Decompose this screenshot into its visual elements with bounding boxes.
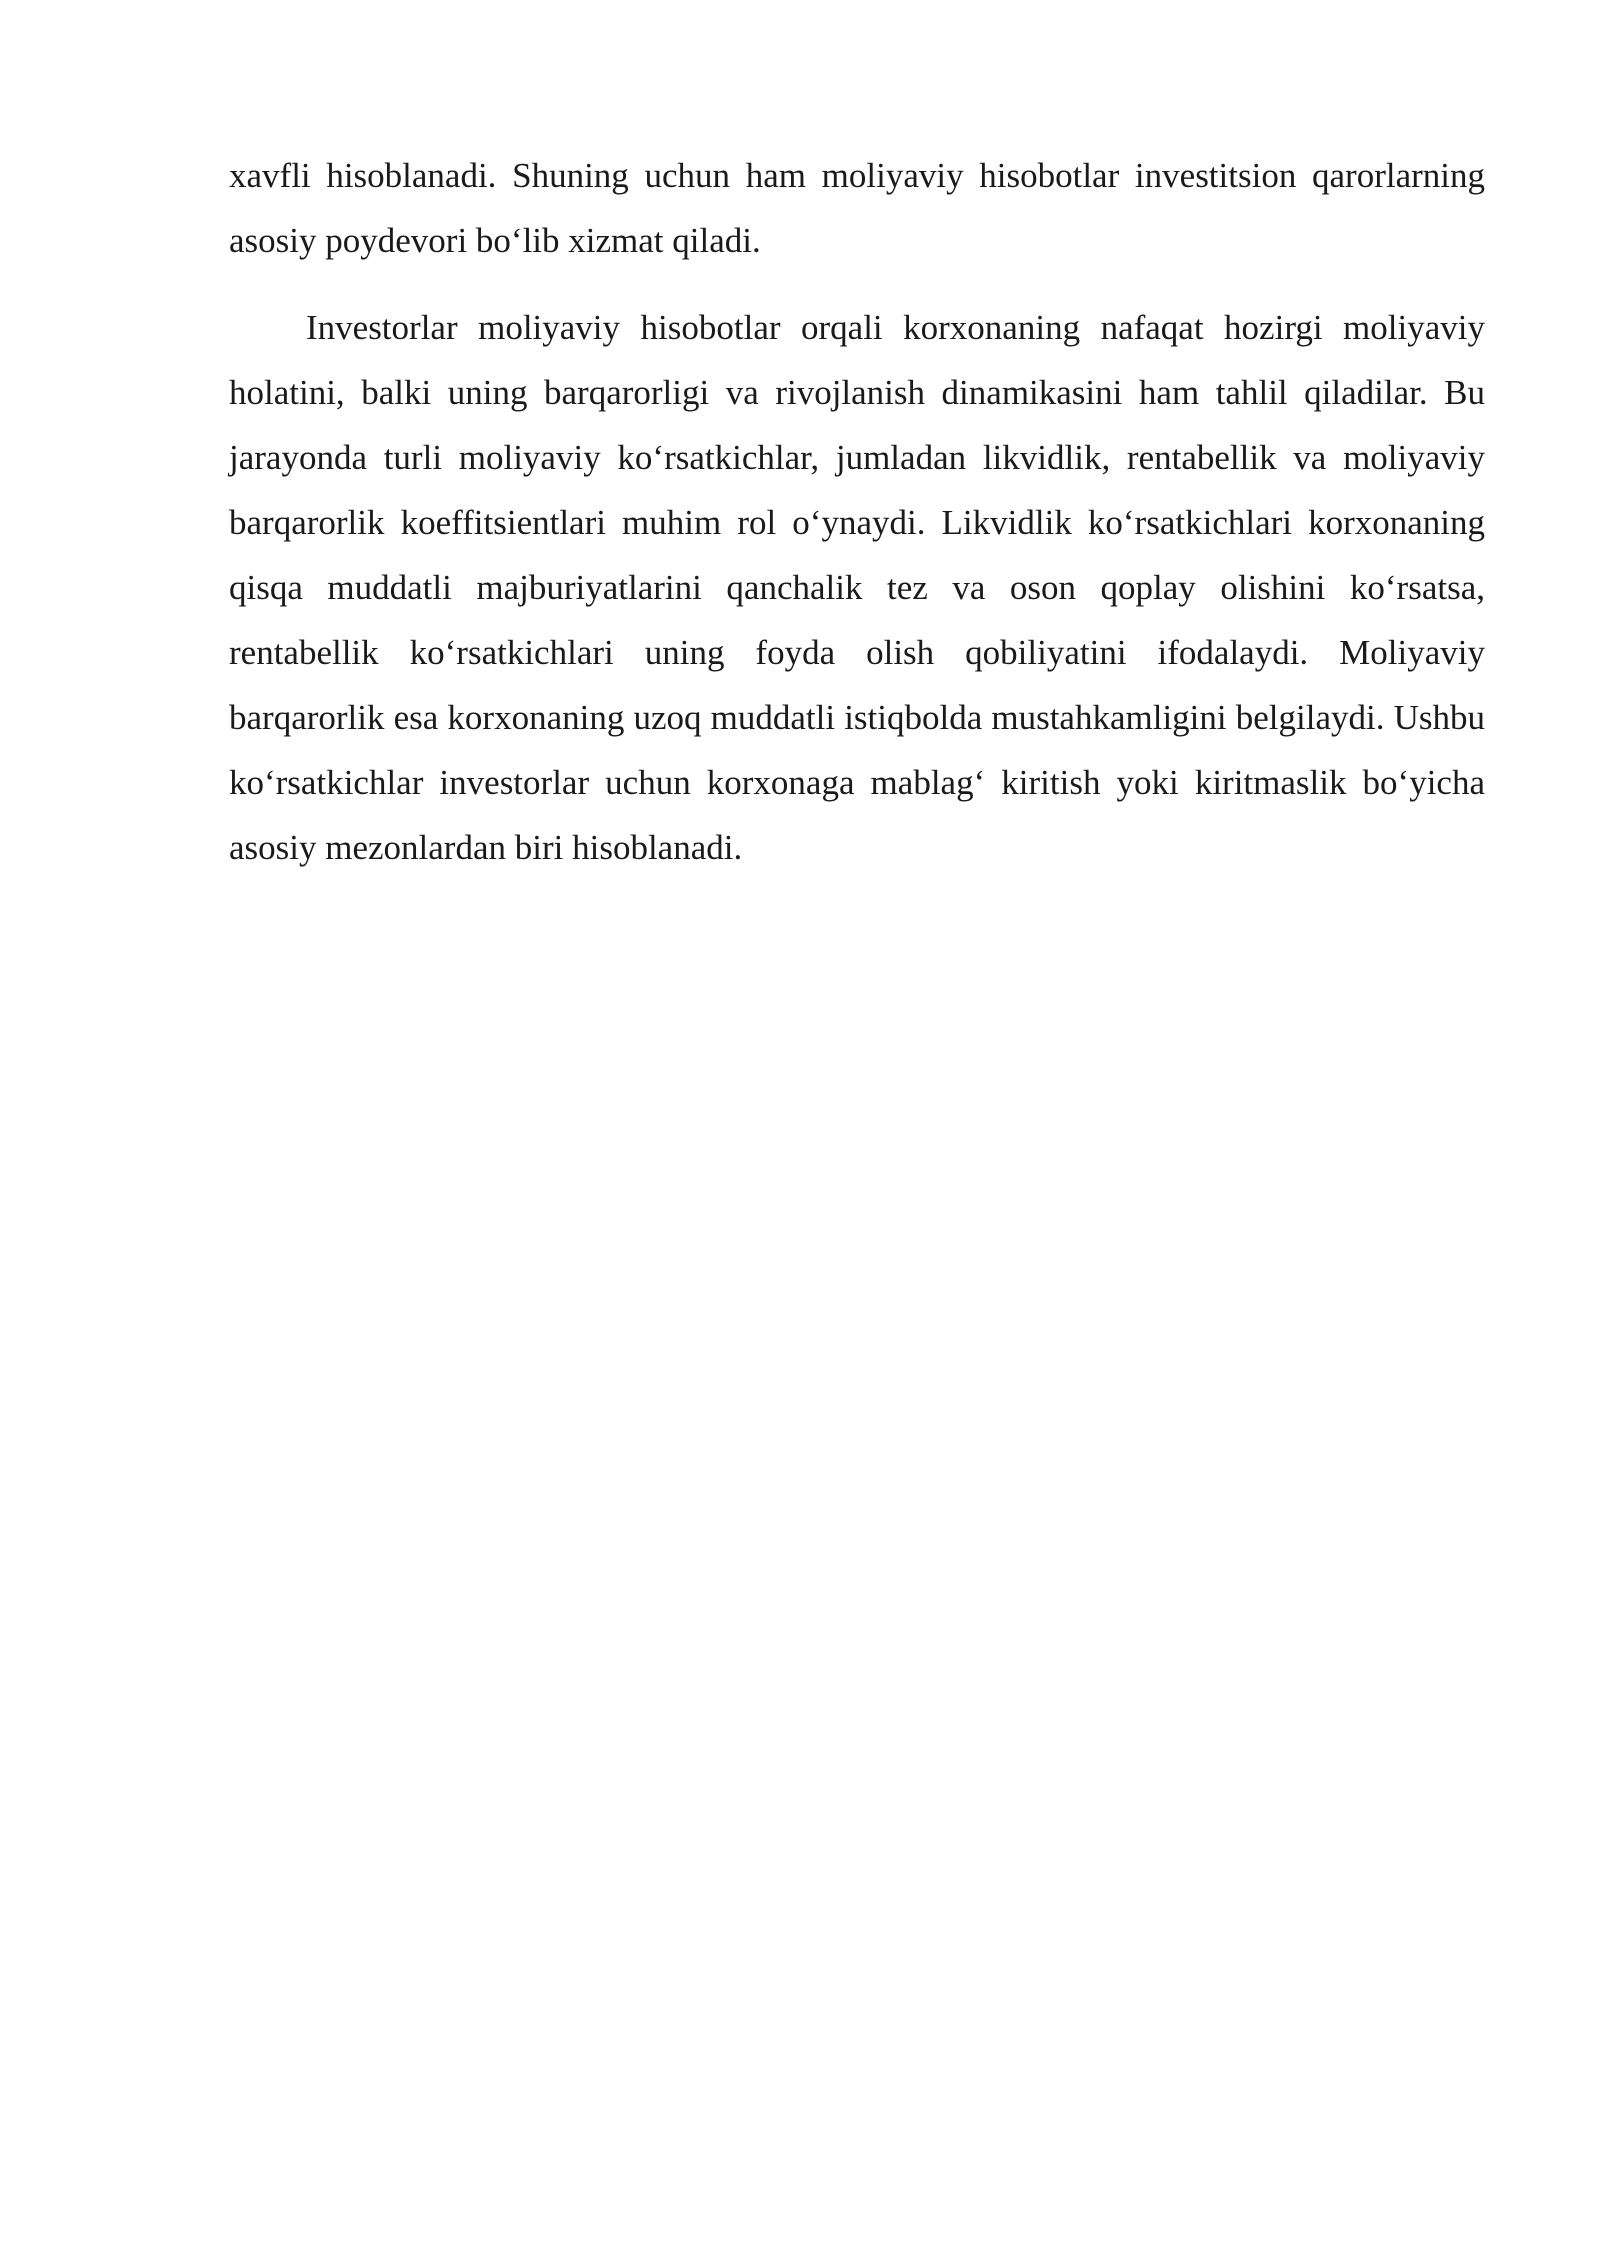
paragraph-continuation: xavfli hisoblanadi. Shuning uchun ham moliyaviy hisobotlar investitsion qarorlarning asosiy poydevori bo‘lib xizmat qiladi. — [229, 156, 1485, 260]
paragraph-investors: Investorlar moliyaviy hisobotlar orqali korxonaning nafaqat hozirgi moliyaviy holatini, balki uning barqarorligi va rivojlanish dinamikasini ham tahlil qiladilar. Bu jarayonda turli moliyaviy ko‘rsatkichlar, jumladan likvidlik, rentabellik va moliyaviy barqarorlik koeffitsientlari muhim rol o‘ynaydi. Likvidlik ko‘rsatkichlari korxonaning qisqa muddatli majburiyatlarini qanchalik tez va oson qoplay olishini ko‘rsatsa, rentabellik ko‘rsatkichlari uning foyda olish qobiliyatini ifodalaydi. Moliyaviy barqarorlik esa korxonaning uzoq muddatli istiqbolda mustahkamligini belgilaydi. Ushbu ko‘rsatkichlar investorlar uchun korxonaga mablag‘ kiritish yoki kiritmaslik bo‘yicha asosiy mezonlardan biri hisoblanadi. — [229, 308, 1485, 867]
document-body — [229, 143, 1485, 880]
